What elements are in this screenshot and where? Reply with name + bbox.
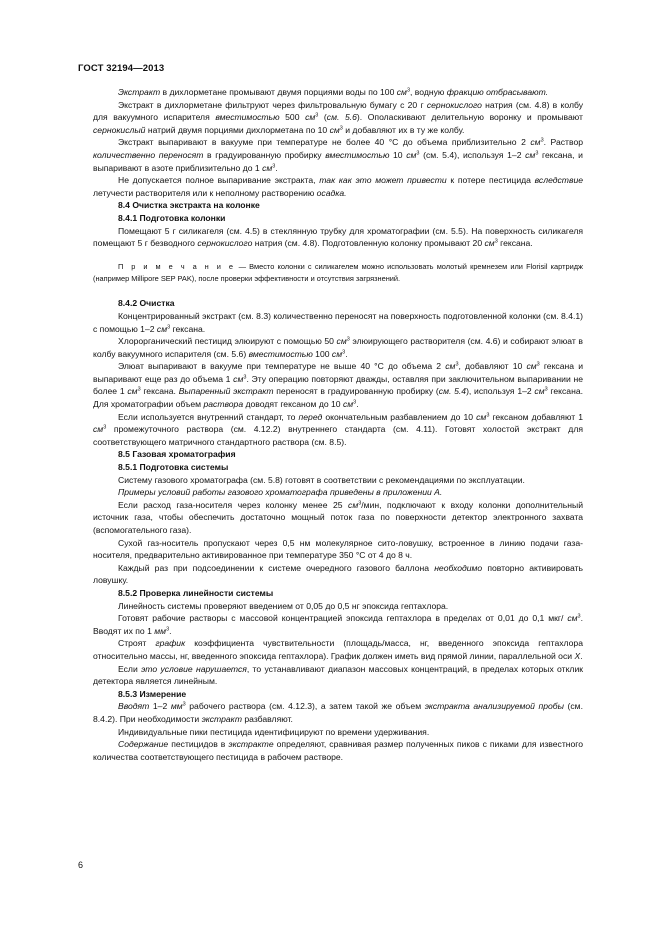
paragraph: Линейность системы проверяют введением от 0,05 до 0,5 нг эпоксида гептахлора.	[118, 600, 449, 611]
paragraph: Содержание пестицидов в экстракте определяют, сравнивая размер полученных пиков с пиками для известного количества соответствующего пестицида в рабочем растворе.	[93, 739, 584, 762]
paragraph: Если используется внутренний стандарт, то перед окончательным разбавлением до 10 $см^3$ гексаном добавляют 1 $см^3$ промежуточного раствора (см. 4.12.2) внутреннего стандарта (см. 4.11). Готовят холостой экстракт для соответствующего матричного стандартного раствора (см. 8.5).	[93, 411, 584, 447]
paragraph: Концентрированный экстракт (см. 8.3) количественно переносят на поверхность подготовленной колонки (см. 8.4.1) с помощью 1–2 $см^3$ гексана.	[93, 310, 583, 334]
section-heading: 8.5 Газовая хроматография	[118, 449, 236, 460]
section-heading: 8.4.2 Очистка	[118, 298, 175, 309]
paragraph: Экстракт в дихлорметане фильтруют через фильтровальную бумагу с 20 г сернокислого натрия (см. 4.8) в колбу для вакуумного испарителя вместимостью 500 $см^3$ (см. 5.6). Ополаскивают делительную воронку и промывают сернокислый натрий двумя порциями дихлорметана по 10 $см^3$ и добавляют их в ту же колбу.	[93, 99, 583, 135]
paragraph: Элюат выпаривают в вакууме при температуре не выше 40 °С до объема 2 $см^3$, добавляют 10 $см^3$ гексана и выпаривают еще раз до объема 1 $см^3$. Эту операцию повторяют дважды, оставляя при заключительном выпаривании не более 1 $см^3$ гексана. Выпаренный экстракт переносят в градуированную пробирку (см. 5.4), используя 1–2 $см^3$ гексана. Для хроматографии объем раствора доводят гексаном до 10 $см^3$.	[93, 361, 583, 410]
page-number: 6	[78, 860, 84, 870]
paragraph: Готовят рабочие растворы с массовой концентрацией эпоксида гептахлора в пределах от 0,01 до 0,1 мкг/ $см^3$. Вводят их по 1 $мм^3$.	[93, 613, 583, 636]
paragraph: Сухой газ-носитель пропускают через 0,5 нм молекулярное сито-ловушку, встроенное в линию подачи газа-носителя, предварительно активированное при температуре 350 °С от 4 до 8 ч.	[93, 537, 583, 561]
heading-text: 8.5.3 Измерение	[118, 688, 187, 699]
paragraph: Не допускается полное выпаривание экстракта, так как это может привести к потере пестицида вследствие летучести растворителя или к неполному растворению осадка.	[93, 175, 584, 198]
section-heading: 8.5.2 Проверка линейности системы	[118, 587, 274, 598]
paragraph: Строят график коэффициента чувствительности (площадь/масса, нг, введенного эпоксида гептахлора относительно массы, нг, введенного эпоксида гептахлора). График должен иметь вид прямой линии, параллельной оси X.	[93, 638, 583, 661]
paragraph: Экстракт в дихлорметане промывают двумя порциями воды по 100 $см^3$, водную фракцию отбрасывают.	[118, 87, 549, 97]
paragraph	[93, 486, 583, 499]
examples-text: Примеры условий работы газового хроматографа приведены в приложении А.	[118, 487, 443, 498]
section-heading: 8.5.1 Подготовка системы	[118, 462, 229, 473]
paragraph: Если это условие нарушается, то устанавливают диапазон массовых концентраций, в пределах которых отклик детектора является линейным.	[93, 663, 584, 687]
paragraph: Систему газового хроматографа (см. 5.8) готовят в соответствии с рекомендациями по эксплуатации.	[118, 474, 525, 485]
paragraph: Помещают 5 г силикагеля (см. 4.5) в стеклянную трубку для хроматографии (см. 5.5). На поверхность силикагеля помещают 5 г безводного сернокислого натрия (см. 4.8). Подготовленную колонку промывают 20 $см^3$ гексана.	[93, 225, 583, 249]
paragraph: Вводят 1–2 $мм^3$ рабочего раствора (см. 4.12.3), а затем такой же объем экстракта анализируемой пробы (см. 8.4.2). При необходимости экстракт разбавляют.	[93, 701, 583, 724]
section-heading	[93, 688, 583, 701]
note-label: П р и м е ч а н и е	[118, 261, 236, 271]
document-body	[93, 86, 583, 763]
note-text: — Вместо колонки с силикагелем можно использовать молотый кремнезем или Florisil картридж (например Millipore SEP PAK), после проверки эффективности и отсутствия загрязнений.	[93, 261, 583, 283]
section-heading: 8.4.1 Подготовка колонки	[118, 212, 226, 223]
note	[93, 261, 583, 285]
paragraph: Индивидуальные пики пестицида идентифицируют по времени удерживания.	[118, 726, 430, 737]
paragraph: Хлорорганический пестицид элюируют с помощью 50 $см^3$ элюирующего растворителя (см. 4.6) и собирают элюат в колбу вакуумного испарителя (см. 5.6) вместимостью 100 $см^3$.	[93, 336, 583, 359]
paragraph: Экстракт выпаривают в вакууме при температуре не более 40 °С до объема приблизительно 2 $см^3$. Раствор количественно переносят в градуированную пробирку вместимостью 10 $см^3$ (см. 5.4), используя 1–2 $см^3$ гексана, и выпаривают в азоте приблизительно до 1 $см^3$.	[93, 137, 584, 173]
paragraph: Если расход газа-носителя через колонку менее 25 $см^3$/мин, подключают к входу колонки дополнительный источник газа, чтобы обеспечить достаточно мощный поток газа по поверхности детектор электронного захвата (вспомогательного газа).	[93, 499, 583, 535]
section-heading: 8.4 Очистка экстракта на колонке	[118, 200, 260, 211]
document-header: ГОСТ 32194—2013	[78, 63, 165, 74]
paragraph: Каждый раз при подсоединении к системе очередного газового баллона необходимо повторно активировать ловушку.	[93, 562, 583, 586]
